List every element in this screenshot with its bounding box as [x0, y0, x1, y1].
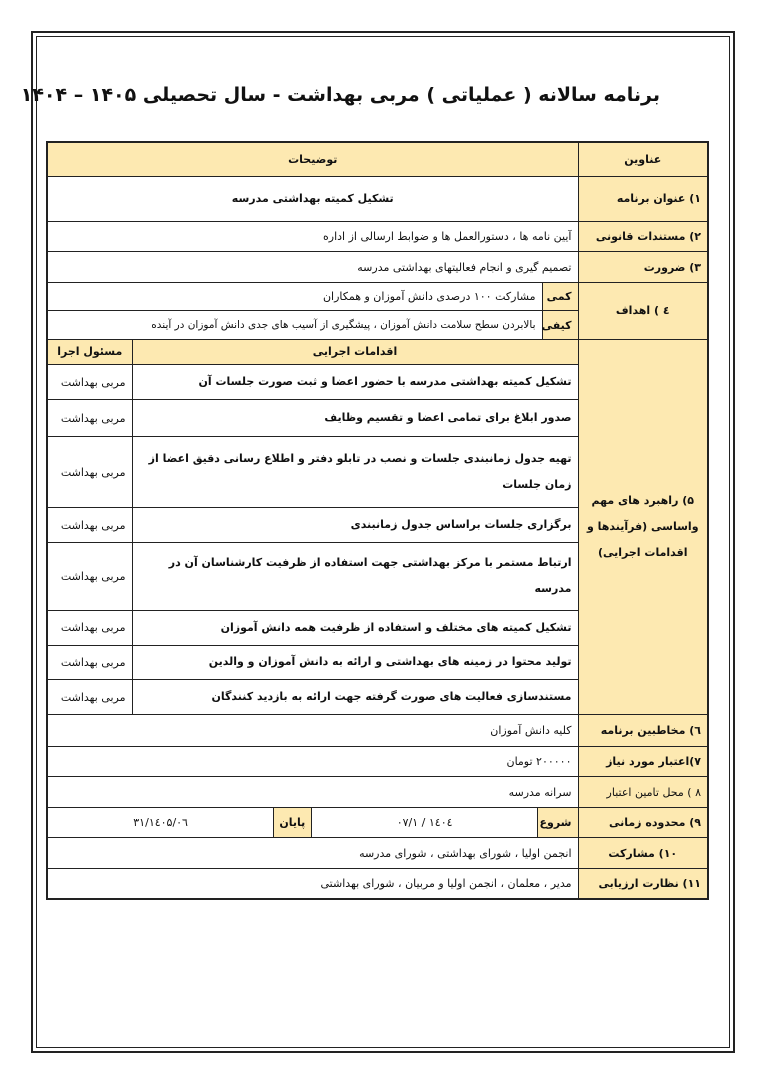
budget-label: ۷)اعتبار مورد نیاز [578, 746, 708, 777]
strategies-header-row [48, 340, 578, 364]
header-titles: عناوین [578, 142, 708, 177]
start-label: شروع [538, 808, 578, 838]
program-table [46, 141, 709, 900]
goals-quantitative-value: مشارکت ۱۰۰ درصدی دانش آموزان و همکاران [47, 282, 542, 310]
row-necessity [47, 252, 708, 283]
timeframe-cell [47, 807, 578, 838]
goals-quantitative-label: کمی [542, 282, 578, 310]
end-date: ۱٤۰۵/۰٦/۳۱ [48, 808, 274, 838]
action-text: تولید محتوا در زمینه های بهداشتی و ارائه به دانش آموزان و والدین [132, 645, 578, 680]
action-text: تشکیل کمیته های مختلف و استفاده از ظرفیت همه دانش آموزان [132, 610, 578, 645]
audience-label: ٦) مخاطبین برنامه [578, 715, 708, 747]
evaluation-label: ۱۱) نظارت ارزیابی [578, 868, 708, 899]
responsible-text: مربی بهداشت [48, 508, 132, 543]
row-program-title [47, 177, 708, 222]
necessity-label: ۳) ضرورت [578, 252, 708, 283]
start-date: ۱٤۰٤ / ۰۷/۱ [312, 808, 538, 838]
strategies-label: ۵) راهبرد های مهم واساسی (فرآیندها و اقدامات اجرایی) [578, 339, 708, 714]
table-row [48, 645, 578, 680]
row-strategies [47, 339, 708, 714]
funding-label: ۸ ) محل تامین اعتبار [578, 777, 708, 808]
actions-header: اقدامات اجرایی [132, 340, 578, 364]
responsible-text: مربی بهداشت [48, 364, 132, 400]
responsible-text: مربی بهداشت [48, 542, 132, 610]
header-description: توضیحات [47, 142, 578, 177]
responsible-text: مربی بهداشت [48, 645, 132, 680]
evaluation-value: مدیر ، معلمان ، انجمن اولیا و مربیان ، شورای بهداشتی [47, 868, 578, 899]
action-text: تهیه جدول زمانبندی جلسات و نصب در تابلو دفتر و اطلاع رسانی دقیق اعضا از زمان جلسات [132, 437, 578, 508]
timeframe-table [48, 808, 578, 838]
legal-docs-label: ۲) مستندات قانونی [578, 221, 708, 252]
row-goals-quantitative [47, 282, 708, 310]
table-row [48, 610, 578, 645]
strategies-table [48, 340, 578, 714]
end-label: پایان [274, 808, 312, 838]
action-text: ارتباط مستمر با مرکز بهداشتی جهت استفاده از ظرفیت کارشناسان آن در مدرسه [132, 542, 578, 610]
action-text: صدور ابلاغ برای تمامی اعضا و تقسیم وظایف [132, 400, 578, 437]
audience-value: کلیه دانش آموزان [47, 715, 578, 747]
strategies-cell [47, 339, 578, 714]
table-header-row [47, 142, 708, 177]
program-title-label: ۱) عنوان برنامه [578, 177, 708, 222]
action-text: تشکیل کمیته بهداشتی مدرسه با حضور اعضا و ثبت صورت جلسات آن [132, 364, 578, 400]
responsible-text: مربی بهداشت [48, 610, 132, 645]
responsible-text: مربی بهداشت [48, 400, 132, 437]
responsible-text: مربی بهداشت [48, 680, 132, 715]
timeframe-label: ۹) محدوده زمانی [578, 807, 708, 838]
row-budget [47, 746, 708, 777]
table-row [48, 542, 578, 610]
row-audience [47, 715, 708, 747]
program-title-value: تشکیل کمیته بهداشتی مدرسه [47, 177, 578, 222]
row-evaluation [47, 868, 708, 899]
action-text: برگزاری جلسات براساس جدول زمانبندی [132, 508, 578, 543]
funding-value: سرانه مدرسه [47, 777, 578, 808]
budget-value: ۲۰۰۰۰۰ تومان [47, 746, 578, 777]
participation-label: ۱۰) مشارکت [578, 838, 708, 869]
table-row [48, 680, 578, 715]
necessity-value: تصمیم گیری و انجام فعالیتهای بهداشتی مدرسه [47, 252, 578, 283]
goals-label: ٤ ) اهداف [578, 282, 708, 339]
legal-docs-value: آیین نامه ها ، دستورالعمل ها و ضوابط ارسالی از اداره [47, 221, 578, 252]
table-row [48, 508, 578, 543]
row-participation [47, 838, 708, 869]
document-title: برنامه سالانه ( عملیاتی ) مربی بهداشت - سال تحصیلی ۱۴۰۵ – ۱۴۰۴ [20, 84, 660, 106]
action-text: مستندسازی فعالیت های صورت گرفته جهت ارائه به بازدید کنندگان [132, 680, 578, 715]
table-row [48, 400, 578, 437]
goals-qualitative-label: کیفی [542, 311, 578, 339]
responsible-text: مربی بهداشت [48, 437, 132, 508]
goals-qualitative-value: بالابردن سطح سلامت دانش آموزان ، پیشگیری از آسیب های جدی دانش آموزان در آینده [47, 311, 542, 339]
row-funding [47, 777, 708, 808]
row-legal-docs [47, 221, 708, 252]
responsible-header: مسئول اجرا [48, 340, 132, 364]
participation-value: انجمن اولیا ، شورای بهداشتی ، شورای مدرسه [47, 838, 578, 869]
row-timeframe [47, 807, 708, 838]
table-row [48, 364, 578, 400]
table-row [48, 437, 578, 508]
